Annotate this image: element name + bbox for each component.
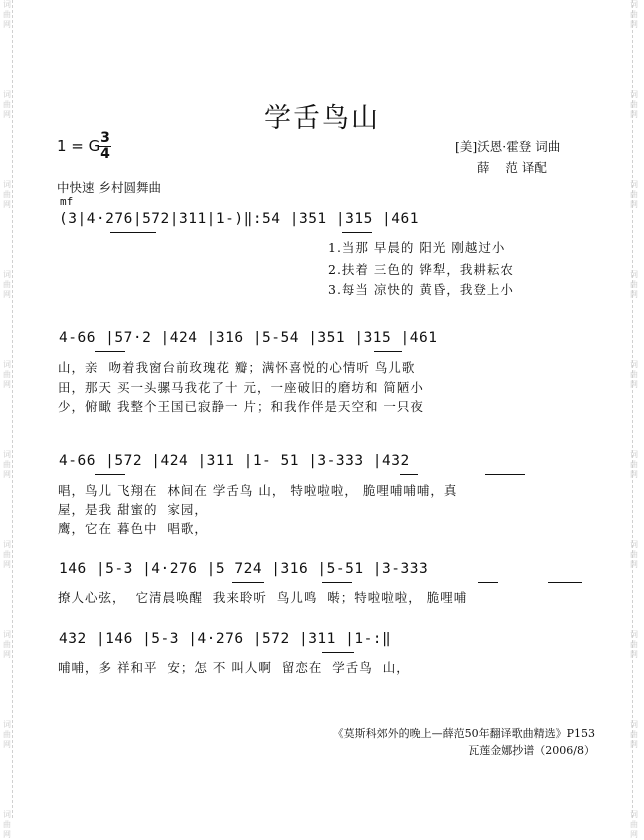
beam [374, 351, 402, 352]
time-signature-top: 3 [100, 130, 110, 146]
watermark-glyph-group: 词 曲 网 [630, 810, 638, 839]
time-signature-bottom: 4 [100, 146, 110, 162]
lyric-line-2-verse-1: 山，亲 吻着我窗台前玫瑰花 瓣；满怀喜悦的心情听 鸟儿歌 [58, 360, 416, 375]
watermark-glyph-group: 词 曲 网 [3, 450, 11, 479]
notation-line-1: (3|4·276|572|311|1-)‖:54 |351 |315 |461 [59, 211, 419, 227]
watermark-glyph-group: 词 曲 网 [3, 360, 11, 389]
beam [322, 652, 354, 653]
source-note [275, 725, 595, 759]
beam [485, 474, 525, 475]
source-transcriber: 瓦莲金娜抄谱（2006/8） [468, 744, 595, 757]
lyric-line-2-verse-2: 田，那天 买一头骡马我花了十 元，一座破旧的磨坊和 简陋小 [58, 380, 424, 395]
watermark-glyph-group: 词 曲 网 [3, 90, 11, 119]
beam [342, 232, 372, 233]
watermark-glyph-group: 词 曲 网 [3, 0, 11, 29]
beam [95, 474, 125, 475]
notation-line-2: 4-66 |57·2 |424 |316 |5-54 |351 |315 |461 [59, 330, 438, 346]
lyric-line-3-verse-3: 鹰，它在 暮色中 唱歌， [58, 521, 208, 536]
lyric-line-5-verse-1: 哺哺，多 祥和平 安；怎 不 叫人啊 留恋在 学舌鸟 山， [58, 660, 410, 675]
beam [95, 351, 125, 352]
beam [110, 232, 156, 233]
notation-line-5: 432 |146 |5-3 |4·276 |572 |311 |1-:‖ [59, 631, 392, 647]
credits-translator: 薛 范 译配 [477, 160, 547, 175]
tempo-marking: 中快速 乡村圆舞曲 [57, 180, 161, 195]
watermark-glyph-group: 词 曲 网 [3, 720, 11, 749]
beam [322, 582, 352, 583]
lyric-line-1-verse-3: 3.每当 凉快的 黄昏，我登上小 [328, 282, 514, 297]
watermark-glyph-group: 词 曲 网 [3, 180, 11, 209]
lyric-line-1-verse-1: 1.当那 早晨的 阳光 刚越过小 [328, 240, 506, 255]
watermark-glyph-group: 词 曲 网 [630, 270, 638, 299]
watermark-glyph-group: 词 曲 网 [630, 90, 638, 119]
credits-composer: [美]沃恩·霍登 词曲 [455, 139, 561, 154]
watermark-glyph-group: 词 曲 网 [3, 630, 11, 659]
lyric-line-4-verse-1: 撩人心弦， 它清晨唤醒 我来聆听 鸟儿鸣 啭；特啦啦啦， 脆哩哺 [58, 590, 468, 605]
watermark-glyph-group: 词 曲 网 [630, 180, 638, 209]
watermark-glyph-group: 词 曲 网 [630, 630, 638, 659]
source-book: 《莫斯科郊外的晚上—薛范50年翻译歌曲精选》P153 [332, 727, 595, 740]
watermark-glyph-group: 词 曲 网 [630, 360, 638, 389]
song-title: 学舌鸟山 [264, 103, 380, 134]
watermark-glyph-group: 词 曲 网 [3, 810, 11, 839]
watermark-glyph-group: 词 曲 网 [630, 540, 638, 569]
lyric-line-3-verse-2: 屋，是我 甜蜜的 家园， [58, 502, 208, 517]
notation-line-3: 4-66 |572 |424 |311 |1- 51 |3-333 |432 [59, 453, 410, 469]
watermark-glyph-group: 词 曲 网 [630, 450, 638, 479]
dynamics-marking: mf [60, 195, 74, 208]
credits [455, 136, 560, 178]
key-signature: 1 = G [57, 137, 101, 155]
notation-line-4: 146 |5-3 |4·276 |5 724 |316 |5-51 |3-333 [59, 561, 429, 577]
watermark-glyph-group: 词 曲 网 [3, 270, 11, 299]
lyric-line-3-verse-1: 唱，鸟儿 飞翔在 林间在 学舌鸟 山， 特啦啦啦， 脆哩哺哺哺，真 [58, 483, 458, 498]
watermark-glyph-group: 词 曲 网 [630, 0, 638, 29]
beam [400, 474, 418, 475]
lyric-line-1-verse-2: 2.扶着 三色的 铧犁，我耕耘农 [328, 262, 514, 277]
beam [548, 582, 582, 583]
beam [232, 582, 264, 583]
time-signature [99, 131, 111, 162]
watermark-glyph-group: 词 曲 网 [630, 720, 638, 749]
beam [478, 582, 498, 583]
lyric-line-2-verse-3: 少，俯瞰 我整个王国已寂静一 片；和我作伴是天空和 一只夜 [58, 399, 424, 414]
watermark-glyph-group: 词 曲 网 [3, 540, 11, 569]
